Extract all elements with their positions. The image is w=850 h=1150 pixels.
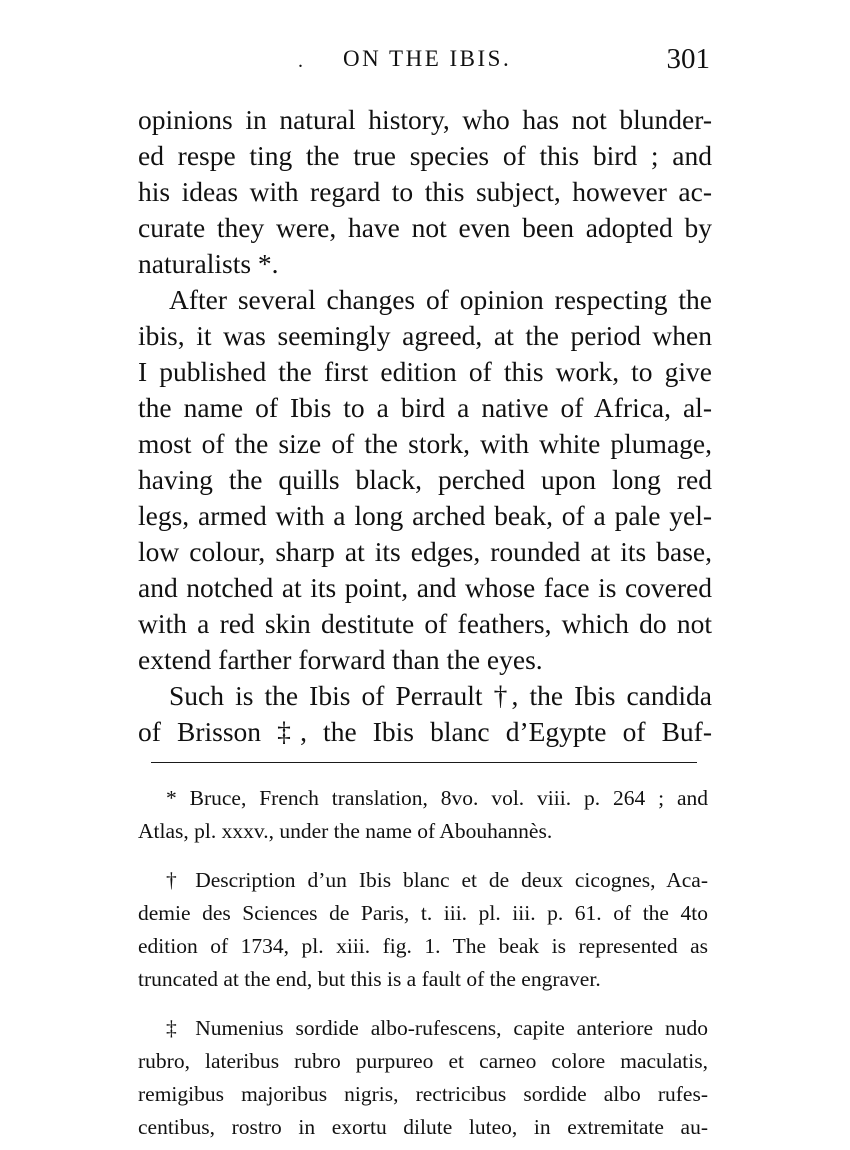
text-line: and notched at its point, and whose face is covered [138,572,712,603]
running-head-title: ON THE IBIS. [343,46,512,71]
text-line: curate they were, have not even been adopted by [138,212,712,243]
footnote-divider [151,762,697,763]
text-line: having the quills black, perched upon long red [138,464,712,495]
page-number: 301 [666,43,710,75]
text-line: ibis, it was seemingly agreed, at the period when [138,320,712,351]
text-line: extend farther forward than the eyes. [138,644,543,675]
text-line: low colour, sharp at its edges, rounded at its base, [138,536,712,567]
footnote-line: rubro, lateribus rubro purpureo et carneo colore maculatis, [138,1049,708,1073]
text-line: Such is the Ibis of Perrault †, the Ibis candida [169,680,712,711]
body-text [138,102,712,750]
footnote-perrault [138,864,708,996]
running-head [138,43,712,80]
footnote-line: remigibus majoribus nigris, rectricibus sordide albo rufes- [138,1082,708,1106]
footnote-brisson [138,1012,708,1144]
text-line: of Brisson ‡, the Ibis blanc d’Egypte of Buf- [138,716,712,747]
text-line: legs, armed with a long arched beak, of a pale yel- [138,500,712,531]
text-line: naturalists *. [138,248,279,279]
text-line: I published the first edition of this work, to give [138,356,712,387]
text-line: After several changes of opinion respecting the [169,284,712,315]
text-line: with a red skin destitute of feathers, which do not [138,608,712,639]
footnote-line: ‡ Numenius sordide albo-rufescens, capite anteriore nudo [166,1016,708,1040]
text-line: most of the size of the stork, with white plumage, [138,428,712,459]
footnote-line: truncated at the end, but this is a fault of the engraver. [138,967,601,991]
footnote-line: edition of 1734, pl. xiii. fig. 1. The beak is represented as [138,934,708,958]
footnote-line: Atlas, pl. xxxv., under the name of Abouhannès. [138,819,553,843]
running-head-dot: . [298,50,303,72]
footnotes [138,782,708,1144]
footnote-line: centibus, rostro in exortu dilute luteo, in extremitate au- [138,1115,708,1139]
text-line: his ideas with regard to this subject, however ac- [138,176,712,207]
text-line: the name of Ibis to a bird a native of Africa, al- [138,392,712,423]
footnote-line: demie des Sciences de Paris, t. iii. pl. iii. p. 61. of the 4to [138,901,708,925]
footnote-spacer [138,848,708,864]
text-line: opinions in natural history, who has not blunder- [138,104,712,135]
footnote-bruce [138,782,708,848]
footnote-line: * Bruce, French translation, 8vo. vol. viii. p. 264 ; and [166,786,708,810]
footnote-spacer [138,996,708,1012]
text-line: ed respe ting the true species of this bird ; and [138,140,712,171]
footnote-line: † Description d’un Ibis blanc et de deux cicognes, Aca- [166,868,708,892]
